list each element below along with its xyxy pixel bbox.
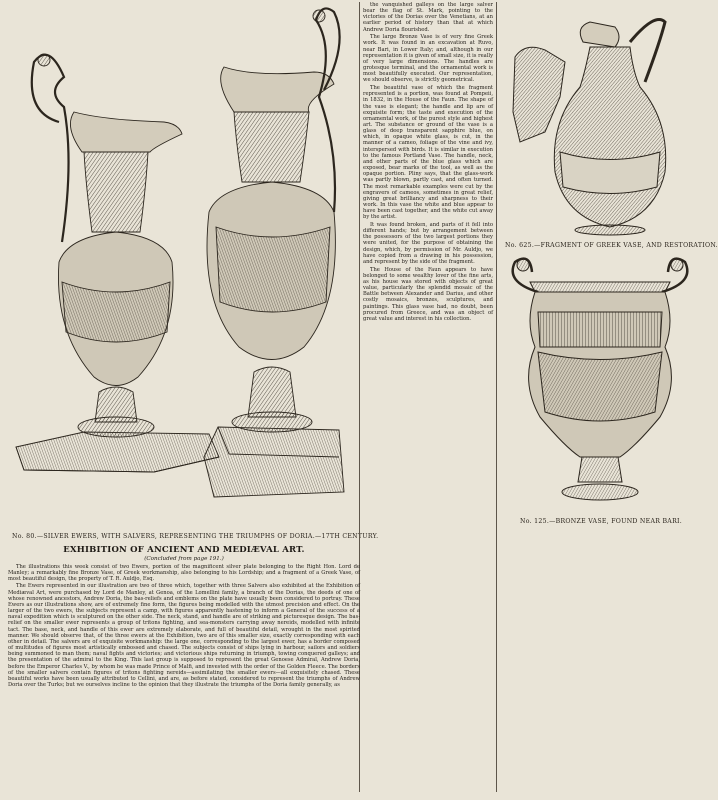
bronze-vase-icon [510, 252, 690, 514]
ewers-caption: No. 80.—SILVER EWERS, WITH SALVERS, REPRESENTING THE TRIUMPHS OF DORIA.—17TH CENTURY. [12, 533, 379, 540]
column-paragraph: It was found broken, and parts of it fell into different hands; but by arrangement between the possessors of the two largest portions they were united, for the purpose of obtaining the design, which, by permission of Mr. Auldjo, we have copied from a drawing in his possession, and represent by the side of the fragment. [363, 221, 493, 265]
ewers-illustration-icon [4, 2, 360, 530]
article-subtitle: (Concluded from page 191.) [144, 556, 224, 562]
greek-vase-icon [505, 2, 690, 240]
column-paragraph: The beautiful vase of which the fragment represented is a portion, was found at Pompeii, in 1832, in the House of the Faun. The shape of the vase is elegant; the handle and lip are of exquisite form; the taste and execution of the ornamental work, of the purest style and highest art. The substance or ground of the vase is a glass of deep transparent sapphire blue, on which, in opaque white glass, is cut, in the manner of a cameo, foliage of the vine and ivy, interspersed with birds. It is similar in execution to the famous Portland Vase. The handle, neck, and other parts of the blue glass which are exposed, bear marks of the tool, as well as the opaque portion. Pliny says, that the glass-work was partly blown, partly cast, and often turned. The most remarkable examples were cut by the engravers of cameos, sometimes in great relief, giving great brilliancy and sharpness to their work. In this vase the white and blue appear to have been cast together, and the white cut away by the artist. [363, 85, 493, 221]
middle-column-text [363, 2, 493, 562]
article-title: EXHIBITION OF ANCIENT AND MEDIÆVAL ART. [63, 545, 305, 555]
silver-ewers-engraving [4, 2, 360, 530]
column-paragraph: the vanquished galleys on the large salver bear the flag of St. Mark, pointing to the victories of the Dorias over the Venetians, at an earlier period of history than that at which Andrew Doria flourished. [363, 2, 493, 33]
column-paragraph: The large Bronze Vase is of very fine Greek work. It was found in an excavation at Ruvo, near Bari, in Lower Italy; and, although in our representation it is given of small size, it is really of very large dimensions. The handles are grotesque terminal, and the ornamental work is most beautifully executed. Our representation, we should observe, is strictly geometrical. [363, 34, 493, 84]
column-rule [496, 2, 497, 792]
bronze-vase-caption: No. 125.—BRONZE VASE, FOUND NEAR BARI. [520, 518, 683, 525]
fragment-caption: No. 625.—FRAGMENT OF GREEK VASE, AND RESTORATION. [505, 242, 718, 249]
article-paragraph: The illustrations this week consist of two Ewers, portion of the magnificent silver plate belonging to the Right Hon. Lord de Manley; a remarkably fine Bronze Vase, of Greek workmanship, also belonging to his Lordship; and a fragment of a Greek Vase, of most beautiful design, the property of T. R. Auldjo, Esq. [8, 564, 360, 583]
exhibition-article [8, 545, 360, 795]
column-paragraph: The House of the Faun appears to have belonged to some wealthy lover of the fine arts, as his house was stored with objects of great value, particularly the splendid mosaic of the Battle between Alexander and Darius, and other costly mosaics, bronzes, sculptures, and paintings. This glass vase had, no doubt, been procured from Greece, and was an object of great value and interest in his collection. [363, 266, 493, 322]
bronze-vase-engraving [510, 252, 690, 514]
article-body [8, 564, 360, 688]
greek-vase-fragment-engraving [505, 2, 690, 240]
article-paragraph: The Ewers represented in our illustration are two of three which, together with three Salvers also exhibited at the Exhibition of Mediæval Art, were purchased by Lord de Manley, at Genoa, of the Lomellini family, a branch of the Dorias, the deeds of one of whose renowned ancestors, Andrew Doria, the bas-reliefs and emblems on the plate have usually been considered to portray. These Ewers as our illustrations show, are of extremely fine form, the figures being modelled with the utmost precision and effect. On the larger of the two ewers, the subjects represent a camp, with figures apparently hastening to inform a General of the success of a naval expedition which is sculptured on the other side. The neck, stand, and handle are of striking and picturesque design. The bas-relief on the smaller ewer represents a group of tritons fighting, and sea-monsters carrying away nereids, modelled with infinite tact. The base, neck, and handle of this ewer are extremely elaborate, and full of beautiful detail, wrought in the most spirited manner. We should observe that, of the three ewers at the Exhibition, two are of this smaller size, exactly corresponding with each other in detail. The salvers are of exquisite workmanship: the large one, corresponding to the largest ewer, has a border composed of multitudes of figures most artistically embossed and chased. The subjects consist of ships lying in harbour, sailors and soldiers being summoned to man them; naval fights and victories; and victorious ships returning in triumph, towing conquered galleys; and the presentation of the admiral to the King. This last group is supposed to represent the great Genoese Admiral, Andrew Doria, before the Emperor Charles V., by whom he was made Prince of Malfi, and invested with the order of the Golden Fleece. The borders of the smaller salvers contain figures of tritons fighting nereids—assimilating the smaller ewers—all exquisitely chased. These beautiful works have been usually attributed to Cellini, and are, as before stated, considered to represent the triumphs of Andrew Doria over the Turks; but we ourselves incline to the opinion that they illustrate the triumphs of the Doria family generally, as [8, 583, 360, 688]
